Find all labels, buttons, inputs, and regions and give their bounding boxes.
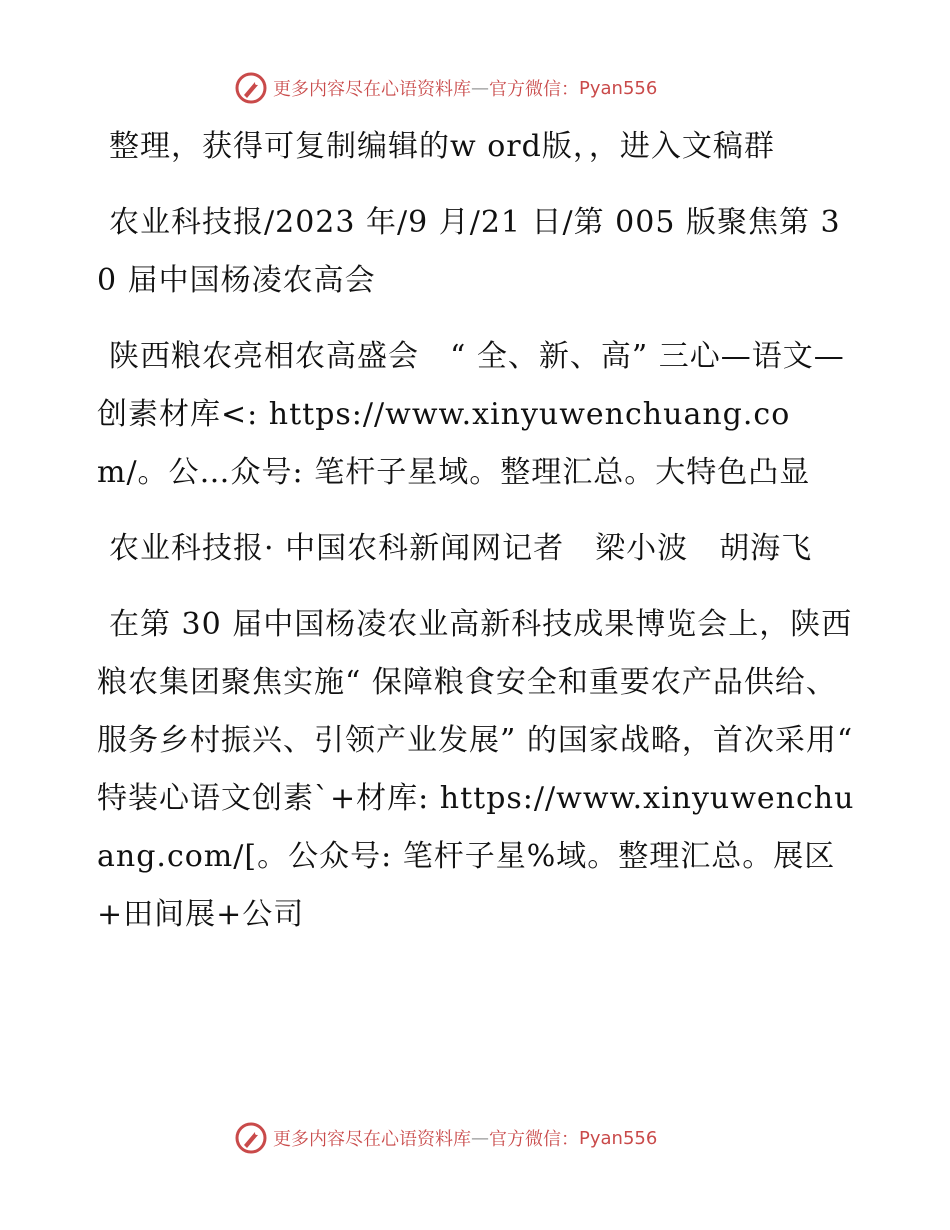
watermark-text: 更多内容尽在心语资料库 (273, 1129, 471, 1150)
paragraph-body: 在第 30 届中国杨凌农业高新科技成果博览会上，陕西粮农集团聚焦实施“ 保障粮食安全和重要农产品供给、服务乡村振兴、引领产业发展” 的国家战略，首次采用“ 特装心语文创素`+材库: https://www.xinyuwenchuang.com/[。公众号: 笔杆子星%域。整理汇总。展区+田间展+公司 (97, 607, 855, 932)
watermark-id: Pyan556 (579, 77, 658, 99)
watermark-suffix: 官方微信： (489, 1129, 579, 1150)
paragraph-headline: 陕西粮农亮相农高盛会 “ 全、新、高” 三心—语文—创素材库<: https://www.xinyuwenchuang.com/。公…众号: 笔杆子星域。整理汇总。大特色凸显 (97, 339, 845, 490)
watermark-suffix: 官方微信： (489, 79, 579, 100)
pen-logo-icon (235, 72, 267, 104)
footer-watermark (235, 1122, 657, 1154)
watermark-id: Pyan556 (579, 1127, 658, 1149)
header-watermark (235, 72, 657, 104)
pen-logo-icon (235, 1122, 267, 1154)
paragraph-byline: 农业科技报· 中国农科新闻网记者 梁小波 胡海飞 (109, 531, 813, 566)
watermark-separator: — (471, 1127, 489, 1149)
watermark-text: 更多内容尽在心语资料库 (273, 79, 471, 100)
document-body (97, 118, 857, 962)
paragraph-source: 农业科技报/2023 年/9 月/21 日/第 005 版聚焦第 30 届中国杨凌农高会 (97, 205, 841, 298)
paragraph-intro: 整理，获得可复制编辑的w ord版，，进入文稿群 (109, 129, 775, 164)
watermark-separator: — (471, 77, 489, 99)
